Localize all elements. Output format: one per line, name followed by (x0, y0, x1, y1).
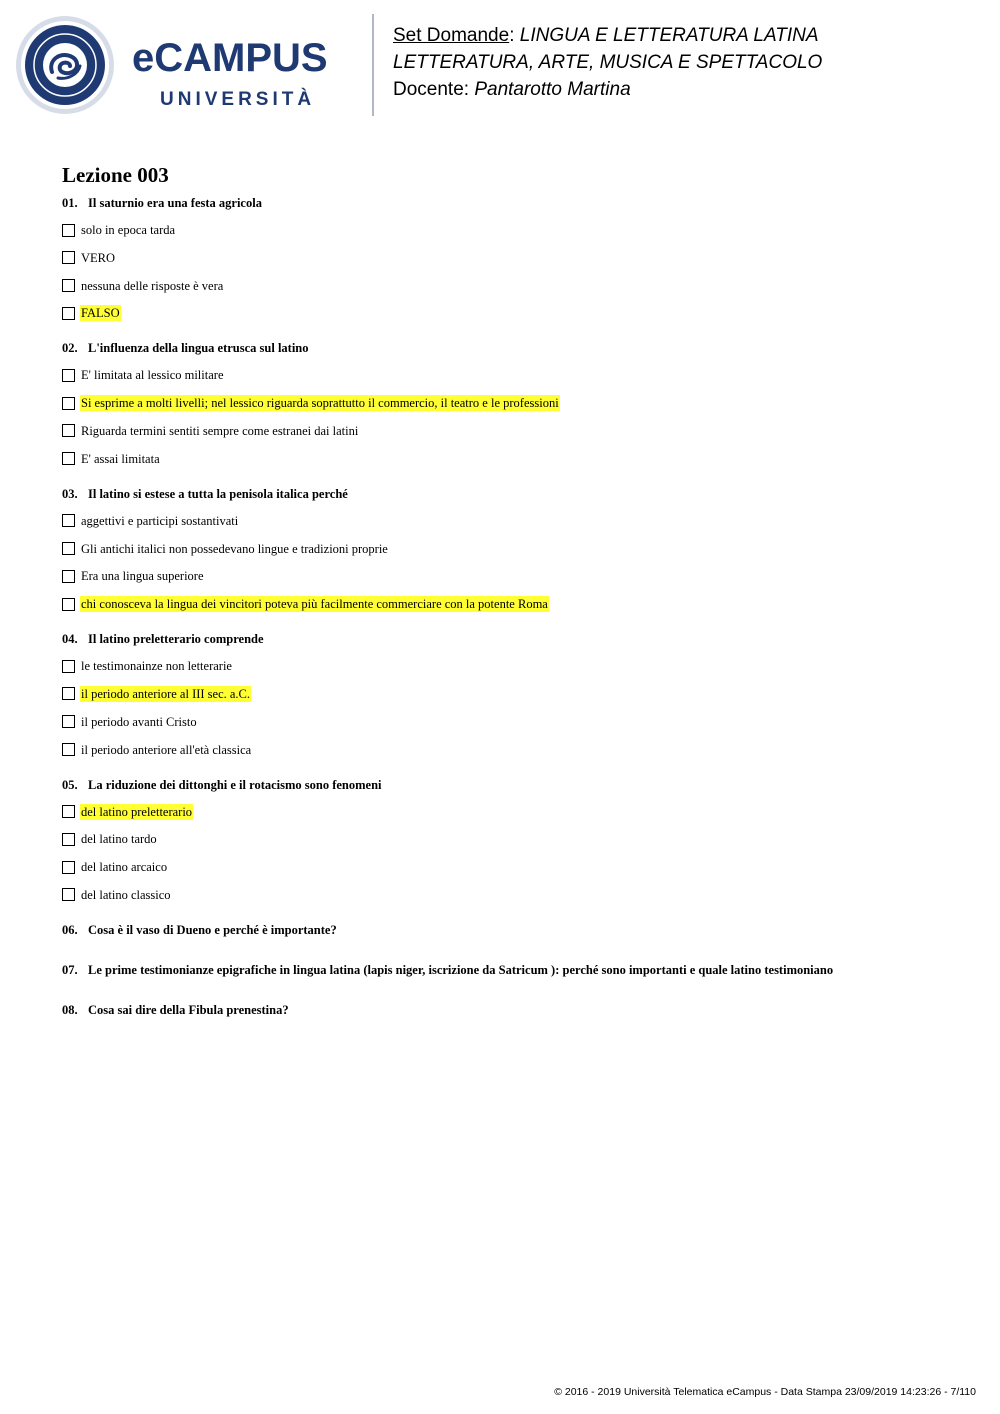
question-label: Il saturnio era una festa agricola (88, 196, 262, 210)
ecampus-emblem-icon (14, 14, 116, 116)
answer-checkbox[interactable] (62, 514, 75, 527)
answer-checkbox[interactable] (62, 397, 75, 410)
open-question-list (62, 922, 962, 1018)
question-text (62, 777, 962, 793)
header-divider (372, 14, 374, 116)
question-text (62, 195, 962, 211)
answer-option[interactable] (62, 803, 962, 821)
question-number: 04. (62, 632, 78, 647)
answer-option[interactable] (62, 657, 962, 675)
question-label: La riduzione dei dittonghi e il rotacismo sono fenomeni (88, 777, 382, 792)
answer-checkbox[interactable] (62, 743, 75, 756)
answer-checkbox[interactable] (62, 861, 75, 874)
answer-option[interactable] (62, 422, 962, 440)
answer-option[interactable] (62, 685, 962, 703)
question (62, 486, 962, 613)
question-number: 08. (62, 1002, 78, 1017)
answer-text: nessuna delle risposte è vera (81, 278, 224, 293)
logo-subtitle: UNIVERSITÀ (160, 89, 316, 110)
question-number: 02. (62, 341, 78, 356)
answer-text-correct: Si esprime a molti livelli; nel lessico riguarda soprattutto il commercio, il teatro e le professioni (81, 396, 559, 411)
question (62, 340, 962, 467)
answer-text-correct: FALSO (81, 306, 120, 321)
answer-option[interactable] (62, 540, 962, 558)
answer-checkbox[interactable] (62, 687, 75, 700)
answer-text: del latino classico (81, 887, 171, 902)
answer-checkbox[interactable] (62, 307, 75, 320)
answer-text: Gli antichi italici non possedevano lingue e tradizioni proprie (81, 541, 388, 556)
ecampus-logo (14, 14, 359, 116)
question-number: 06. (62, 922, 78, 937)
answer-checkbox[interactable] (62, 251, 75, 264)
question-label: Il latino si estese a tutta la penisola italica perché (88, 486, 348, 501)
question-label: Cosa sai dire della Fibula prenestina? (88, 1002, 289, 1017)
question (62, 195, 962, 322)
question-number: 01. (62, 196, 78, 210)
question-number: 05. (62, 777, 78, 792)
answer-checkbox[interactable] (62, 570, 75, 583)
question-text (62, 486, 962, 502)
set-title-line2: LETTERATURA, ARTE, MUSICA E SPETTACOLO (393, 52, 823, 73)
open-question (62, 1002, 962, 1018)
answer-text: del latino arcaico (81, 860, 168, 875)
answer-option[interactable] (62, 221, 962, 239)
answer-option[interactable] (62, 567, 962, 585)
answer-checkbox[interactable] (62, 224, 75, 237)
docente-name: Pantarotto Martina (474, 79, 631, 100)
answer-text: Riguarda termini sentiti sempre come estranei dai latini (81, 423, 359, 438)
answer-text: il periodo avanti Cristo (81, 714, 197, 729)
answer-text: VERO (81, 250, 116, 265)
answer-text: aggettivi e participi sostantivati (81, 513, 239, 528)
question-label: Il latino preletterario comprende (88, 632, 264, 647)
answer-checkbox[interactable] (62, 888, 75, 901)
open-question (62, 922, 962, 938)
answer-checkbox[interactable] (62, 369, 75, 382)
answer-option[interactable] (62, 830, 962, 848)
answer-option[interactable] (62, 595, 962, 613)
answer-option[interactable] (62, 858, 962, 876)
answer-option[interactable] (62, 886, 962, 904)
lesson-title: Lezione 003 (62, 163, 169, 187)
page-header (0, 0, 1000, 130)
answer-checkbox[interactable] (62, 833, 75, 846)
answer-checkbox[interactable] (62, 660, 75, 673)
question-list (62, 195, 962, 904)
answer-checkbox[interactable] (62, 805, 75, 818)
answer-option[interactable] (62, 249, 962, 267)
question-label: Cosa è il vaso di Dueno e perché è importante? (88, 922, 337, 937)
question (62, 631, 962, 758)
logo-wordmark: eCAMPUS (132, 36, 328, 80)
answer-text: E' assai limitata (81, 451, 160, 466)
set-label: Set Domande (393, 25, 510, 46)
question-number: 07. (62, 962, 78, 977)
answer-text: del latino tardo (81, 832, 157, 847)
question (62, 777, 962, 904)
answer-option[interactable] (62, 277, 962, 295)
open-question (62, 962, 962, 978)
page-content (62, 162, 962, 1042)
set-title-line1: LINGUA E LETTERATURA LATINA (519, 25, 819, 46)
answer-text: solo in epoca tarda (81, 223, 176, 237)
page-footer: © 2016 - 2019 Università Telematica eCampus - Data Stampa 23/09/2019 14:23:26 - 7/110 (554, 1386, 976, 1398)
answer-text: il periodo anteriore all'età classica (81, 742, 252, 757)
answer-option[interactable] (62, 366, 962, 384)
question-text (62, 340, 962, 356)
answer-text: Era una lingua superiore (81, 569, 204, 584)
answer-text-correct: il periodo anteriore al III sec. a.C. (81, 686, 251, 701)
answer-checkbox[interactable] (62, 542, 75, 555)
answer-option[interactable] (62, 304, 962, 322)
answer-checkbox[interactable] (62, 279, 75, 292)
answer-text-correct: del latino preletterario (81, 804, 193, 819)
answer-checkbox[interactable] (62, 715, 75, 728)
answer-option[interactable] (62, 394, 962, 412)
question-number: 03. (62, 486, 78, 501)
answer-option[interactable] (62, 741, 962, 759)
question-label: L'influenza della lingua etrusca sul latino (88, 341, 309, 356)
answer-text: le testimonainze non letterarie (81, 659, 232, 674)
answer-text-correct: chi conosceva la lingua dei vincitori poteva più facilmente commerciare con la potente Roma (81, 597, 548, 612)
docente-label: Docente: (393, 79, 470, 100)
answer-text: E' limitata al lessico militare (81, 368, 224, 383)
question-text (62, 631, 962, 647)
answer-checkbox[interactable] (62, 424, 75, 437)
header-info: Set Domande: LINGUA E LETTERATURA LATINA LETTERATURA, ARTE, MUSICA E SPETTACOLO Docente: Pantarotto Martina (393, 25, 823, 100)
answer-checkbox[interactable] (62, 452, 75, 465)
answer-option[interactable] (62, 450, 962, 468)
answer-option[interactable] (62, 512, 962, 530)
answer-option[interactable] (62, 713, 962, 731)
question-label: Le prime testimonianze epigrafiche in lingua latina (lapis niger, iscrizione da Satricum ): perché sono importanti e quale latino testimoniano (88, 962, 834, 977)
answer-checkbox[interactable] (62, 598, 75, 611)
